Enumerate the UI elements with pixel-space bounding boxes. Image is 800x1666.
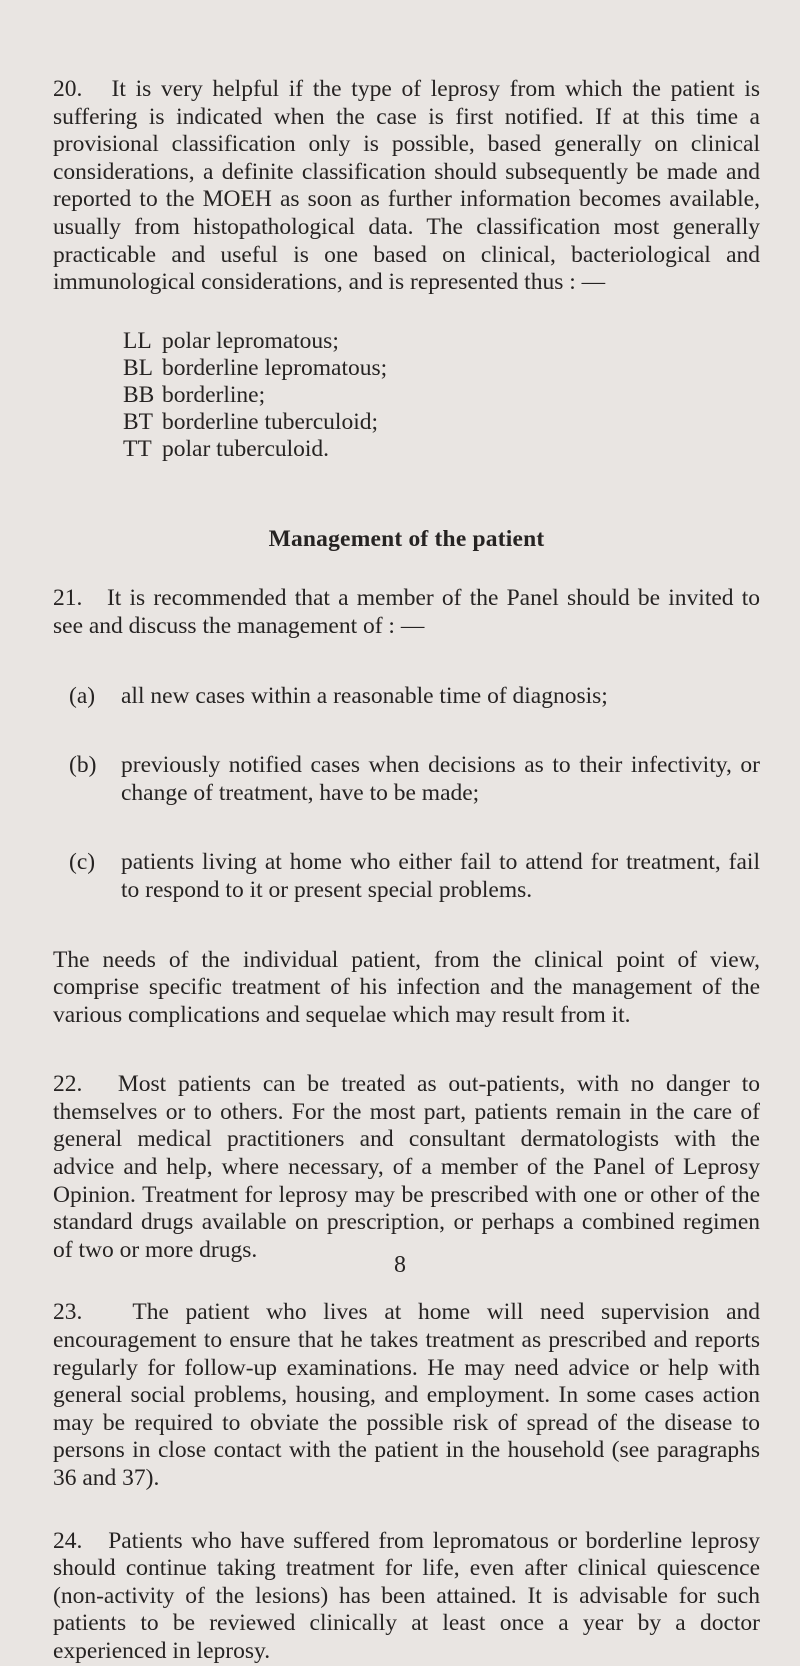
list-item [69,752,760,807]
classification-list [123,328,760,463]
paragraph-24 [53,1528,760,1666]
classification-label: polar tuberculoid. [162,435,330,462]
paragraph-number: 21. [53,585,83,612]
classification-item [123,409,760,436]
classification-label: borderline tuberculoid; [162,408,378,435]
classification-item [123,328,760,355]
list-item-text: previously notified cases when decisions as to their infectivity, or change of treatment, have to be made; [121,752,760,806]
classification-label: polar lepromatous; [162,327,339,354]
list-item-text: all new cases within a reasonable time of diagnosis; [121,682,608,709]
list-item-label: (a) [69,682,96,709]
paragraph-21 [53,585,760,640]
paragraph-text: Patients who have suffered from lepromatous or borderline leprosy should continue taking treatment for life, even after clinical quiescence (non-activity of the lesions) has been attained. It is advisable for such patients to be reviewed clinically at least once a year by a doctor experienced in leprosy. [53,1527,760,1664]
list-item [69,849,760,904]
list-item-text: patients living at home who either fail to attend for treatment, fail to respond to it or present special problems. [121,849,760,903]
paragraph-text: It is very helpful if the type of leprosy from which the patient is suffering is indicated when the case is first notified. If at this time a provisional classification only is possible, based generally on clinical considerations, a definite classification should subsequently be made and reported to the MOEH as soon as further information becomes available, usually from histopathological data. The classification most generally practicable and useful is one based on clinical, bacteriological and immunological considerations, and is represented thus : — [53,76,761,296]
classification-code: TT [123,435,152,462]
classification-code: LL [123,327,152,354]
classification-code: BT [123,408,154,435]
page-number: 8 [394,1252,406,1278]
classification-item [123,355,760,382]
paragraph-text: The patient who lives at home will need supervision and encouragement to ensure that he takes treatment as prescribed and reports regularly for follow-up examinations. He may need advice or help with general social problems, housing, and employment. In some cases action may be required to obviate the possible risk of spread of the disease to persons in close contact with the patient in the household (see paragraphs 36 and 37). [53,1299,760,1491]
list-item-label: (c) [69,849,96,876]
list-item-label: (b) [69,752,97,779]
paragraph-22 [53,1071,760,1264]
paragraph-21-followup: The needs of the individual patient, from the clinical point of view, comprise specific treatment of his infection and the management of the various complications and sequelae which may result from it. [53,946,760,1028]
paragraph-text: Most patients can be treated as out-patients, with no danger to themselves or to others. For the most part, patients remain in the care of general medical practitioners and consultant dermatologists with the advice and help, where necessary, of a member of the Panel of Leprosy Opinion. Treatment for leprosy may be prescribed with one or other of the standard drugs available on prescription, or perhaps a combined regimen of two or more drugs. [53,1071,760,1263]
paragraph-number: 23. [53,1299,83,1326]
classification-label: borderline lepromatous; [162,354,388,381]
paragraph-number: 22. [53,1071,83,1098]
list-item [69,683,760,711]
paragraph-text: It is recommended that a member of the Panel should be invited to see and discuss the management of : — [53,585,761,639]
classification-code: BL [123,354,154,381]
section-heading: Management of the patient [268,525,545,552]
paragraph-20 [53,76,760,297]
paragraph-number: 20. [53,76,83,102]
paragraph-23 [53,1299,760,1492]
paragraph-number: 24. [53,1527,83,1554]
classification-code: BB [123,381,155,408]
classification-item [123,436,760,463]
classification-label: borderline; [162,381,266,408]
classification-item [123,382,760,409]
